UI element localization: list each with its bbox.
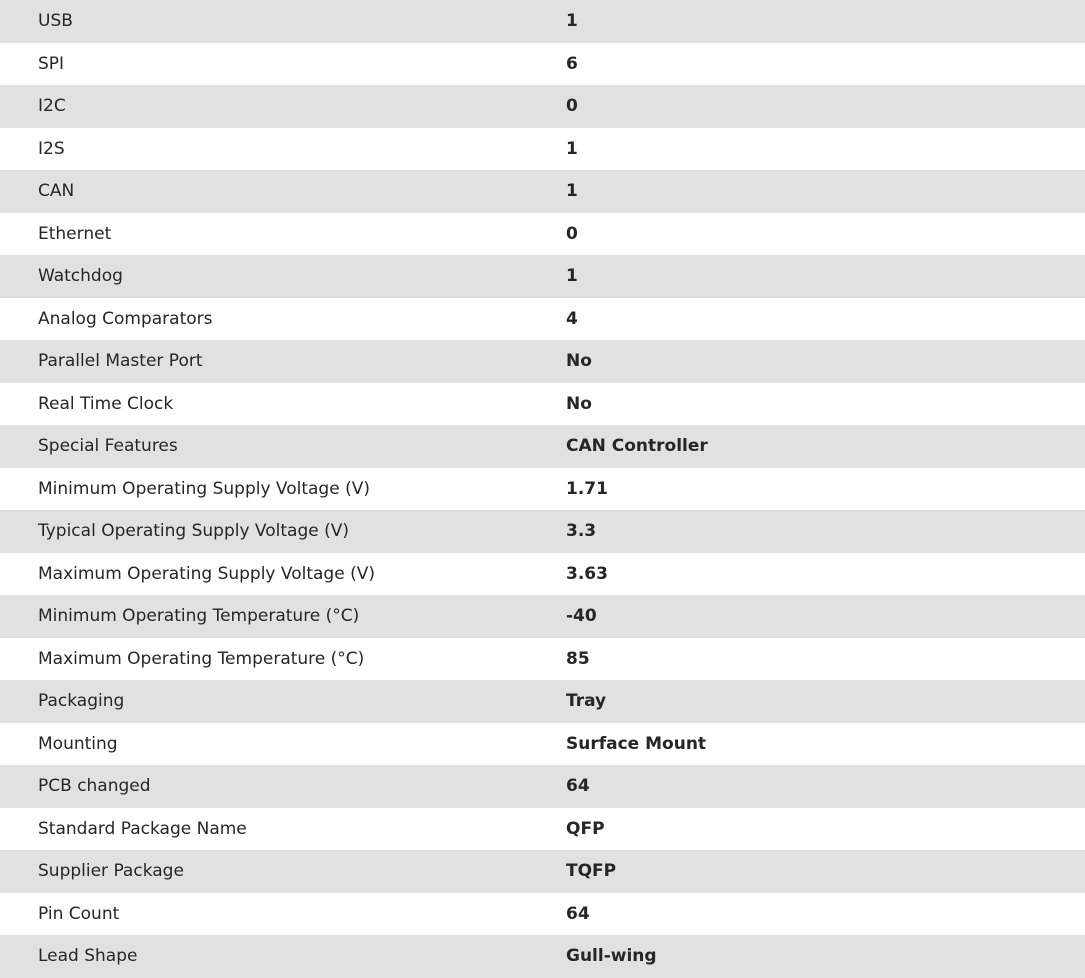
spec-value: 1.71 — [566, 478, 608, 499]
spec-label: Packaging — [38, 691, 125, 712]
spec-row-lead-shape — [0, 935, 1085, 978]
spec-label: Supplier Package — [38, 861, 184, 882]
spec-label: CAN — [38, 181, 75, 202]
spec-value: QFP — [566, 818, 605, 839]
spec-label: Maximum Operating Temperature (°C) — [38, 648, 365, 669]
spec-label: Minimum Operating Supply Voltage (V) — [38, 478, 370, 499]
spec-label: Analog Comparators — [38, 308, 213, 329]
spec-value: 3.3 — [566, 521, 597, 542]
spec-label: Real Time Clock — [38, 393, 174, 414]
spec-row-can — [0, 170, 1085, 213]
spec-value: 0 — [566, 223, 578, 244]
spec-label: Special Features — [38, 436, 178, 457]
spec-row-special-features — [0, 425, 1085, 468]
spec-label: Parallel Master Port — [38, 351, 203, 372]
spec-value: 1 — [566, 266, 578, 287]
spec-label: Pin Count — [38, 903, 120, 924]
spec-row-max-temperature — [0, 638, 1085, 681]
spec-row-parallel-master-port — [0, 340, 1085, 383]
spec-label: Ethernet — [38, 223, 112, 244]
spec-row-ethernet — [0, 213, 1085, 256]
spec-value: Tray — [566, 691, 607, 712]
spec-value: 4 — [566, 308, 578, 329]
spec-label: I2C — [38, 96, 66, 117]
spec-label: I2S — [38, 138, 65, 159]
spec-row-min-temperature — [0, 595, 1085, 638]
spec-row-i2c — [0, 85, 1085, 128]
spec-value: No — [566, 393, 592, 414]
spec-value: 64 — [566, 903, 590, 924]
spec-row-supplier-package — [0, 850, 1085, 893]
spec-row-mounting — [0, 723, 1085, 766]
spec-row-standard-package-name — [0, 808, 1085, 851]
spec-value: 1 — [566, 11, 578, 32]
spec-row-pcb-changed — [0, 765, 1085, 808]
spec-value: 85 — [566, 648, 590, 669]
spec-label: SPI — [38, 53, 65, 74]
spec-row-spi — [0, 43, 1085, 86]
spec-row-i2s — [0, 128, 1085, 171]
spec-value: Gull-wing — [566, 946, 657, 967]
spec-label: Mounting — [38, 733, 118, 754]
spec-label: Typical Operating Supply Voltage (V) — [38, 521, 349, 542]
spec-value: 3.63 — [566, 563, 608, 584]
spec-label: USB — [38, 11, 73, 32]
spec-value: -40 — [566, 606, 597, 627]
spec-value: No — [566, 351, 592, 372]
spec-value: 64 — [566, 776, 590, 797]
spec-value: 6 — [566, 53, 578, 74]
spec-label: Standard Package Name — [38, 818, 247, 839]
spec-row-max-supply-voltage — [0, 553, 1085, 596]
spec-label: Lead Shape — [38, 946, 138, 967]
spec-label: Maximum Operating Supply Voltage (V) — [38, 563, 375, 584]
spec-value: Surface Mount — [566, 733, 707, 754]
spec-value: CAN Controller — [566, 436, 708, 457]
spec-value: TQFP — [566, 861, 617, 882]
spec-row-typ-supply-voltage — [0, 510, 1085, 553]
spec-label: Watchdog — [38, 266, 123, 287]
spec-label: PCB changed — [38, 776, 151, 797]
spec-row-watchdog — [0, 255, 1085, 298]
spec-row-min-supply-voltage — [0, 468, 1085, 511]
spec-row-real-time-clock — [0, 383, 1085, 426]
spec-value: 1 — [566, 138, 578, 159]
spec-value: 1 — [566, 181, 578, 202]
spec-label: Minimum Operating Temperature (°C) — [38, 606, 360, 627]
spec-row-pin-count — [0, 893, 1085, 936]
spec-row-packaging — [0, 680, 1085, 723]
spec-row-usb — [0, 0, 1085, 43]
spec-row-analog-comparators — [0, 298, 1085, 341]
spec-value: 0 — [566, 96, 578, 117]
